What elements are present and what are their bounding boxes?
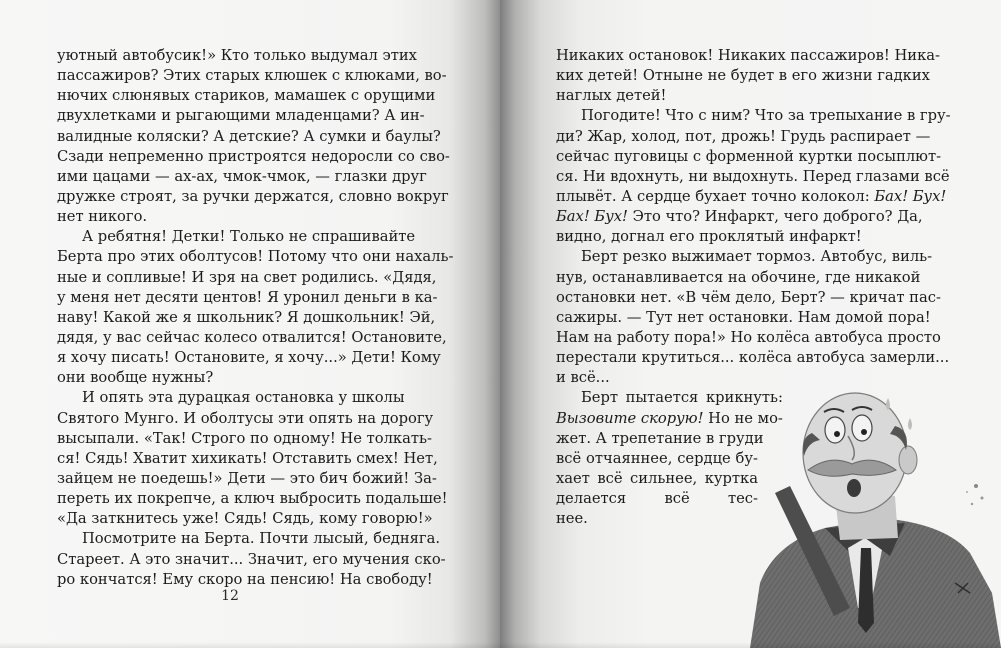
right-text-line [556,247,933,267]
page-bottom-shadow [0,642,1001,648]
left-page-text [57,46,454,590]
right-text-line [556,509,758,529]
right-text-line [556,288,941,308]
right-text-line [556,348,950,368]
right-text-line [556,227,908,247]
right-text-line [556,268,921,288]
left-text-line: пассажиров? Этих старых клюшек с клюками, во- [57,67,447,85]
right-text-line [556,46,940,66]
text-segment: жет. А трепетание в груди [556,429,764,447]
left-text-line: И опять эта дурацкая остановка у школы [82,389,405,407]
right-text-line [556,66,930,86]
left-text-line: нет никого. [57,208,148,226]
text-segment: Погодите! Что с ним? Что за трепыхание в гру- [581,107,951,125]
text-segment: ся. Ни вдохнуть, ни выдохнуть. Перед глазами всё [556,167,950,185]
text-segment: ди? Жар, холод, пот, дрожь! Грудь распирает — [556,127,931,145]
left-text-line: ся! Сядь! Хватит хихикать! Отставить смех! Нет, [57,449,438,467]
left-text-line: я хочу писать! Остановите, я хочу...» Дети! Кому [57,349,441,367]
italic-text-segment: Бах! Бух! [874,187,947,205]
left-page [0,0,500,648]
right-text-line [556,127,931,147]
right-text-line [556,207,923,227]
left-text-line: Берта про этих оболтусов! Потому что они нахаль- [57,248,454,266]
text-segment: видно, догнал его проклятый инфаркт! [556,228,862,246]
left-text-line: А ребятня! Детки! Только не спрашивайте [82,228,416,246]
right-eye [852,415,872,441]
right-text-line [556,328,941,348]
text-segment: Берт пытается крикнуть: [581,389,783,407]
text-segment: Никаких остановок! Никаких пассажиров! Ника- [556,47,940,64]
left-text-line: наву! Какой же я школьник? Я дошкольник! Эй, [57,308,436,326]
text-segment: делается всё тес- [556,490,758,508]
left-text-line: валидные коляски? А детские? А сумки и баулы? [57,127,441,145]
bus-driver-illustration [730,378,1001,648]
text-segment: наглых детей! [556,87,667,105]
left-text-line: Посмотрите на Берта. Почти лысый, бедняга. [82,530,441,548]
left-text-line: Сзади непременно пристроятся недоросли со сво- [57,147,450,165]
page-number: 12 [221,588,239,604]
italic-text-segment: Вызовите скорую! [556,409,704,427]
text-segment: и всё... [556,369,610,387]
left-text-line: Стареет. А это значит... Значит, его мучения ско- [57,550,446,568]
text-segment: Но не мо- [703,409,783,427]
text-segment: сейчас пуговицы с форменной куртки посыплют- [556,147,942,165]
right-text-line [556,147,942,167]
right-text-line [556,106,951,126]
text-segment: Это что? Инфаркт, чего доброго? Да, [627,208,923,226]
right-text-line [556,167,950,187]
left-text-line: дядя, у вас сейчас колесо отвалится! Остановите, [57,328,447,346]
right-text-line [556,86,908,106]
italic-text-segment: Бах! Бух! [556,208,628,226]
text-segment: хает всё сильнее, куртка [556,469,758,487]
text-segment: Берт резко выжимает тормоз. Автобус, виль- [581,248,933,266]
left-text-line: у меня нет десяти центов! Я уронил деньги в ка- [57,288,438,306]
left-text-line: «Да заткнитесь уже! Сядь! Сядь, кому говорю!» [57,510,433,528]
text-segment: плывёт. А сердце бухает точно колокол: [556,187,875,205]
left-text-line: они вообще нужны? [57,369,214,387]
left-text-line: дружке строят, за ручки держатся, словно вокруг [57,187,449,205]
text-segment: нув, останавливается на обочине, где никакой [556,268,921,286]
left-eye [825,417,845,443]
right-text-line [556,409,783,429]
left-text-line: нючих слюнявых стариков, мамашек с орущими [57,87,436,105]
text-segment: всё отчаяннее, сердце бу- [556,449,758,467]
left-text-line: высыпали. «Так! Строго по одному! Не толкать- [57,429,432,447]
text-segment: нее. [556,510,588,528]
left-text-line: ные и сопливые! И зря на свет родились. «Дядя, [57,268,437,286]
right-text-line [556,429,764,449]
text-segment: сажиры. — Тут нет остановки. Нам домой пора! [556,308,931,326]
left-text-line: ими цацами — ах-ах, чмок-чмок, — глазки друг [57,167,427,185]
text-segment: Нам на работу пора!» Но колёса автобуса просто [556,328,941,346]
right-text-line [556,469,758,489]
right-text-line [556,308,931,328]
text-segment: перестали крутиться... колёса автобуса замерли... [556,349,950,367]
right-text-line [556,449,758,469]
text-segment: остановки нет. «В чём дело, Берт? — кричат пас- [556,288,941,306]
left-text-line: ро кончатся! Ему скоро на пенсию! На свободу! [57,570,433,588]
left-text-line: переть их покрепче, а ключ выбросить подальше! [57,490,448,508]
text-segment: ких детей! Отныне не будет в его жизни гадких [556,67,930,85]
left-text-line: уютный автобусик!» Кто только выдумал этих [57,47,417,64]
right-text-line [556,489,758,509]
left-text-line: зайцем не поедешь!» Дети — это бич божий! За- [57,469,437,487]
right-text-line [556,187,947,207]
left-text-line: Святого Мунго. И оболтусы эти опять на дорогу [57,409,434,427]
left-text-line: двухлетками и рыгающими младенцами? А ин- [57,107,425,125]
